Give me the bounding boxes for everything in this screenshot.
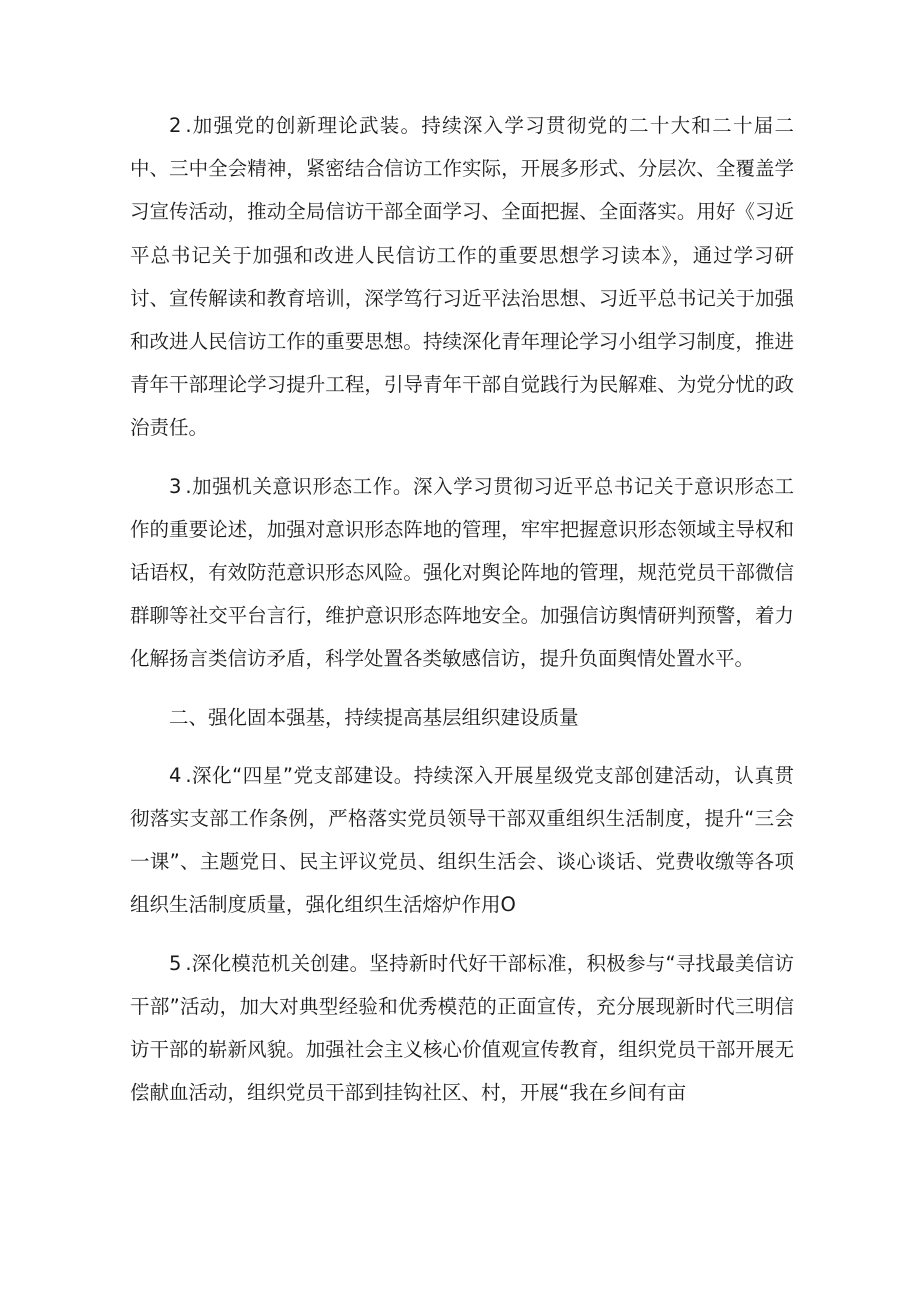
paragraph-number: 4	[169, 763, 182, 787]
paragraph-text: .深化模范机关创建。坚持新时代好干部标准，积极参与“寻找最美信访干部”活动，加大对典型经验和优秀模范的正面宣传，充分展现新时代三明信访干部的崭新风貌。加强社会主义核心价值观宣传教育，组织党员干部开展无偿献血活动，组织党员干部到挂钩社区、村，开展“我在乡间有亩	[130, 951, 794, 1105]
paragraph-item-3	[130, 465, 794, 681]
paragraph-item-5	[130, 942, 794, 1115]
paragraph-number: 5	[169, 951, 182, 975]
paragraph-text: .加强党的创新理论武装。持续深入学习贯彻党的二十大和二十届二中、三中全会精神，紧密结合信访工作实际，开展多形式、分层次、全覆盖学习宣传活动，推动全局信访干部全面学习、全面把握、全面落实。用好《习近平总书记关于加强和改进人民信访工作的重要思想学习读本》，通过学习研讨、宣传解读和教育培训，深学笃行习近平法治思想、习近平总书记关于加强和改进人民信访工作的重要思想。持续深化青年理论学习小组学习制度，推进青年干部理论学习提升工程，引导青年干部自觉践行为民解难、为党分忧的政治责任。	[130, 114, 794, 440]
paragraph-item-4	[130, 754, 794, 927]
paragraph-number: 3	[169, 474, 182, 498]
paragraph-text: .加强机关意识形态工作。深入学习贯彻习近平总书记关于意识形态工作的重要论述，加强对意识形态阵地的管理，牢牢把握意识形态领域主导权和话语权，有效防范意识形态风险。强化对舆论阵地的管理，规范党员干部微信群聊等社交平台言行，维护意识形态阵地安全。加强信访舆情研判预警，着力化解扬言类信访矛盾，科学处置各类敏感信访，提升负面舆情处置水平。	[130, 474, 794, 671]
document-body	[130, 104, 794, 1129]
paragraph-item-2	[130, 104, 794, 450]
paragraph-text: .深化“四星”党支部建设。持续深入开展星级党支部创建活动，认真贯彻落实支部工作条例，严格落实党员领导干部双重组织生活制度，提升“三会一课”、主题党日、民主评议党员、组织生活会、谈心谈话、党费收缴等各项组织生活制度质量，强化组织生活熔炉作用O	[130, 763, 794, 917]
section-heading: 二、强化固本强基，持续提高基层组织建设质量	[169, 705, 579, 729]
paragraph-number: 2	[169, 114, 182, 137]
